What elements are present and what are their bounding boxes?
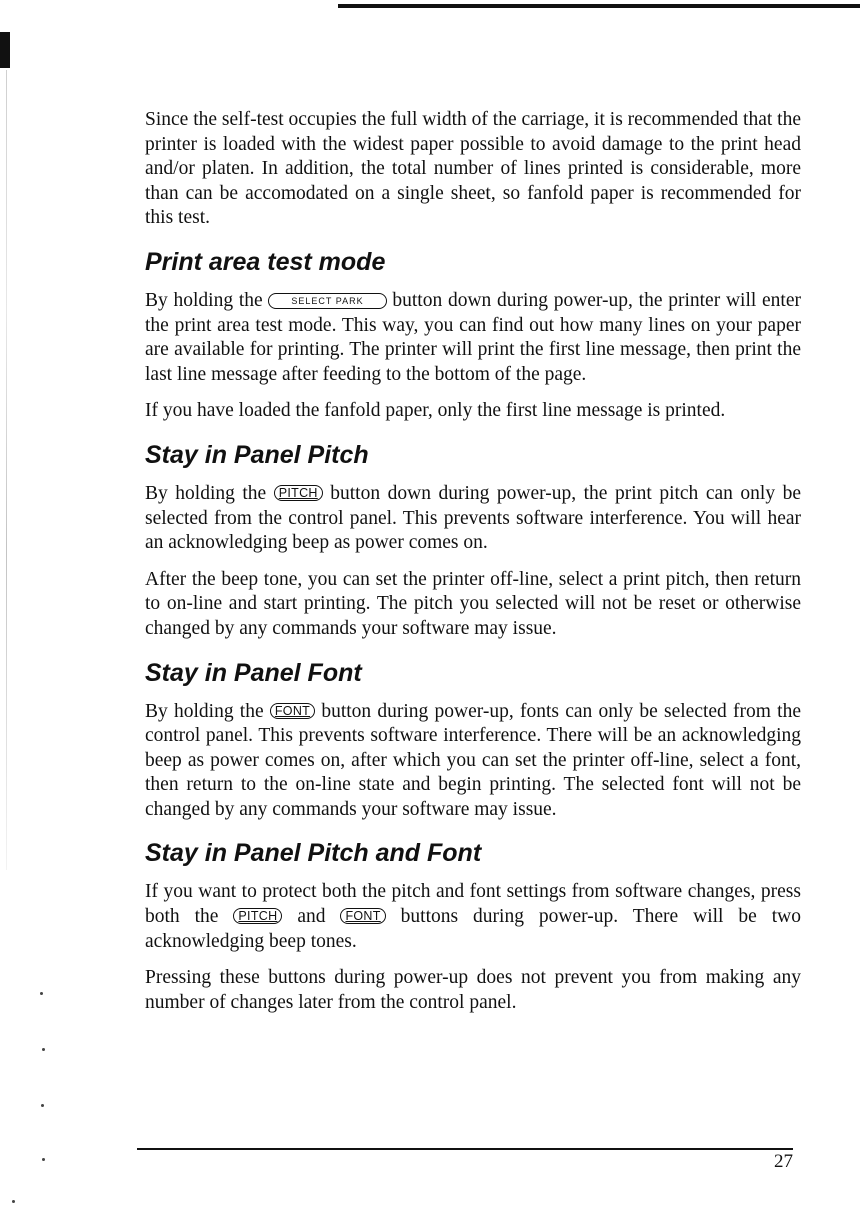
font-key-icon: FONT	[340, 908, 385, 924]
text-segment: buttons during power-up. There will be two acknowledging beep tones.	[145, 906, 802, 952]
panel-pitch-paragraph-1	[145, 482, 801, 556]
scan-speck	[40, 992, 43, 995]
text-segment: By holding the	[145, 289, 263, 311]
heading-print-area-test-mode: Print area test mode	[145, 247, 386, 276]
text-segment: and	[297, 906, 326, 928]
panel-font-paragraph-1	[145, 700, 801, 823]
scan-speck	[42, 1158, 45, 1161]
text-segment: button down during power-up, the printer will enter the print area test mode. This way, you can find out how many lines on your paper are available for printing. The printer will print the first line message, then print the last line message after feeding to the bottom of the page.	[145, 289, 802, 385]
font-key-icon: FONT	[270, 703, 315, 719]
pitch-and-font-paragraph-1	[145, 880, 801, 954]
select-park-key-icon: SELECT PARK	[268, 293, 386, 309]
page-number: 27	[774, 1151, 793, 1172]
text-segment: button down during power-up, the print pitch can only be selected from the control panel. This prevents software interference. You will hear an acknowledging beep as power comes on.	[145, 482, 802, 554]
scan-speck	[41, 1104, 44, 1107]
print-area-paragraph-1	[145, 289, 801, 387]
heading-stay-in-panel-pitch: Stay in Panel Pitch	[145, 440, 369, 469]
text-segment: By holding the	[145, 700, 264, 722]
page-content	[145, 108, 801, 1027]
pitch-key-icon: PITCH	[274, 485, 323, 501]
text-segment: If you want to protect both the pitch and font settings from software changes, press both the	[145, 881, 801, 928]
intro-paragraph: Since the self-test occupies the full width of the carriage, it is recommended that the printer is loaded with the widest paper possible to avoid damage to the print head and/or platen. In addition, the total number of lines printed is considerable, more than can be accomodated on a single sheet, so fanfold paper is recommended for this test.	[145, 109, 801, 229]
scan-speck	[12, 1200, 15, 1203]
header-rule	[338, 4, 860, 8]
pitch-and-font-paragraph-2: Pressing these buttons during power-up does not prevent you from making any number of changes later from the control panel.	[145, 967, 801, 1013]
footer-rule	[137, 1148, 793, 1150]
text-segment: By holding the	[145, 482, 267, 504]
heading-stay-in-panel-pitch-and-font: Stay in Panel Pitch and Font	[145, 839, 482, 868]
pitch-key-icon: PITCH	[233, 908, 282, 924]
panel-pitch-paragraph-2: After the beep tone, you can set the printer off-line, select a print pitch, then return to on-line and start printing. The pitch you selected will not be reset or otherwise changed by any commands your software may issue.	[145, 568, 801, 639]
heading-stay-in-panel-font: Stay in Panel Font	[145, 658, 362, 687]
scan-speck	[42, 1048, 45, 1051]
binding-edge	[6, 70, 7, 870]
text-segment: button during power-up, fonts can only be selected from the control panel. This prevents software interference. There will be an acknowledging beep as power comes on, after which you can set the printer off-line, select a font, then return to the on-line state and begin printing. The selected font will not be changed by any commands your software may issue.	[145, 700, 801, 820]
binding-mark	[0, 32, 10, 68]
print-area-paragraph-2: If you have loaded the fanfold paper, only the first line message is printed.	[145, 400, 726, 422]
